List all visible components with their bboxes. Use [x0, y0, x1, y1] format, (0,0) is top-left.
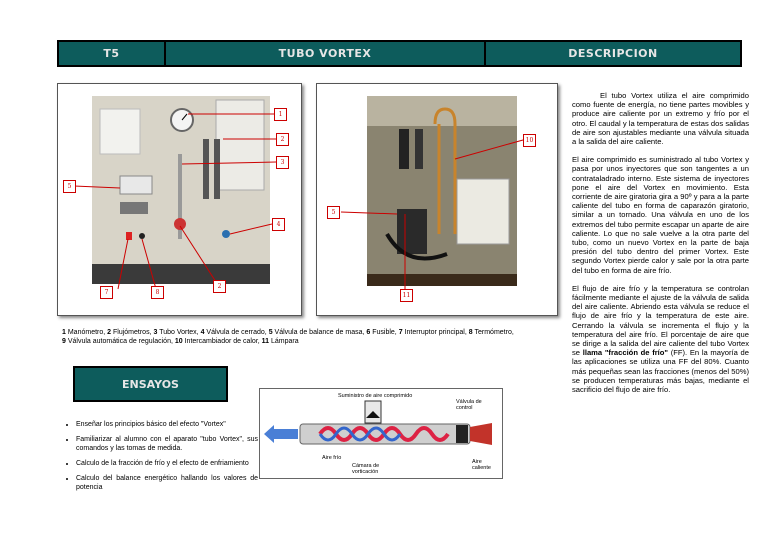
list-item: • Calculo de la fracción de frío y el efecto de enfriamiento	[76, 459, 258, 468]
caption-text: Válvula de balance de masa,	[272, 329, 367, 336]
caption-text: Válvula de cerrado,	[204, 329, 269, 336]
description-text	[572, 91, 749, 403]
label-valve: Válvula de control	[456, 399, 482, 411]
caption-text: Flujómetros,	[111, 329, 154, 336]
caption-text: Fusible,	[370, 329, 399, 336]
callout-5-right: 5	[327, 206, 340, 219]
caption-number: 3	[153, 329, 158, 336]
callout-8: 8	[151, 286, 164, 299]
caption-text: Válvula automática de regulación,	[65, 338, 175, 345]
caption-number: 9	[62, 338, 66, 345]
desc-paragraph-1: El tubo Vortex utiliza el aire comprimido como fuente de energía, no tiene partes movibles y produce aire caliente por un extremo y frío por el otro. El caudal y la temperatura de estas dos salidas de aire son ajustables mediante una válvula situada a la salida del aire caliente.	[572, 91, 749, 147]
label-supply: Suministro de aire comprimido	[338, 393, 413, 399]
equipment-photo-left	[57, 83, 302, 316]
caption-number: 4	[200, 329, 205, 336]
label-hot: Aire caliente	[472, 459, 491, 471]
desc-p3-end: (FF). En la mayoría de las aplicaciones se utiliza una FF del 80%. Cuanto más pequeñas sean las fracciones (menos del 50%) se producen temperaturas más bajas, mediante el sacrificio del flujo de aire frío.	[572, 348, 749, 395]
caption-number: 6	[366, 329, 371, 336]
list-item: • Familiarizar al alumno con el aparato "tubo Vortex", sus comandos y las tomas de medida.	[76, 435, 258, 453]
list-item: • Enseñar los principios básico del efecto "Vortex"	[76, 420, 258, 429]
label-chamber: Cámara de vorticación	[352, 463, 380, 475]
desc-paragraph-3	[572, 284, 749, 394]
caption-text: Interruptor principal,	[402, 329, 469, 336]
caption-text: Termómetro,	[472, 329, 514, 336]
panel-illustration	[58, 84, 301, 315]
vortex-illustration	[317, 84, 557, 315]
figure-caption	[62, 328, 517, 346]
callout-1: 1	[274, 108, 287, 121]
caption-text: Lámpara	[269, 338, 299, 345]
equipment-photo-right	[316, 83, 558, 316]
header-code: T5	[59, 42, 166, 65]
desc-p3-start: El flujo de aire frío y la temperatura se controlan fácilmente mediante el ajuste de la válvula de salida del aire caliente. Abriendo esta válvula se reduce el flujo de aire frío y la temperatura de este aire. Cerrando la válvula se incrementa el flujo y la temperatura del aire frío. El porcentaje de aire que se dirige a la salida del aire caliente del tubo Vortex se	[572, 283, 749, 358]
caption-number: 8	[468, 329, 473, 336]
caption-text: Tubo Vortex,	[157, 329, 201, 336]
callout-11: 11	[400, 289, 413, 302]
callout-2: 2	[276, 133, 289, 146]
desc-paragraph-2: El aire comprimido es suministrado al tubo Vortex y pasa por unos inyectores que son tangentes a un contrataladrado interno. Este sistema de inyectores pone el aire del Vortex en movimiento. Esta corriente de aire giratoria gira a 90º y para a la parte caliente del tubo en forma de caparazón giratorio, similar a un tornado. Una válvula en uno de los extremos del tubo permite escapar un aparte de aire caliente. Lo que no sale vuelve a la otra parte del tubo, como un nuevo Vortex en la parte de baja presión del tubo dentro del primer Vortex. Este segundo Vortex pierde calor y sale por la otra parte del tubo en forma de aire frío.	[572, 155, 749, 275]
callout-4: 4	[272, 218, 285, 231]
callout-5: 5	[63, 180, 76, 193]
list-item: • Calculo del balance energético hallando los valores de potencia	[76, 474, 258, 492]
caption-number: 1	[62, 329, 66, 336]
header-title: TUBO VORTEX	[166, 42, 486, 65]
ensayos-list	[62, 420, 258, 498]
callout-2b: 2	[213, 280, 226, 293]
caption-number: 10	[174, 338, 183, 345]
caption-text: Intercambiador de calor,	[182, 338, 262, 345]
vortex-diagram	[259, 388, 503, 479]
label-cold: Aire frío	[322, 455, 342, 461]
ensayos-heading: ENSAYOS	[73, 366, 228, 402]
callout-7: 7	[100, 286, 113, 299]
callout-3: 3	[276, 156, 289, 169]
desc-p3-bold: llama "fracción de frío"	[582, 348, 669, 358]
caption-text: Manómetro,	[65, 329, 108, 336]
callout-10: 10	[523, 134, 536, 147]
header-section: DESCRIPCION	[568, 47, 658, 60]
caption-number: 5	[268, 329, 273, 336]
caption-number: 2	[107, 329, 112, 336]
caption-number: 11	[261, 338, 270, 345]
header-bar	[57, 40, 742, 67]
caption-number: 7	[398, 329, 403, 336]
